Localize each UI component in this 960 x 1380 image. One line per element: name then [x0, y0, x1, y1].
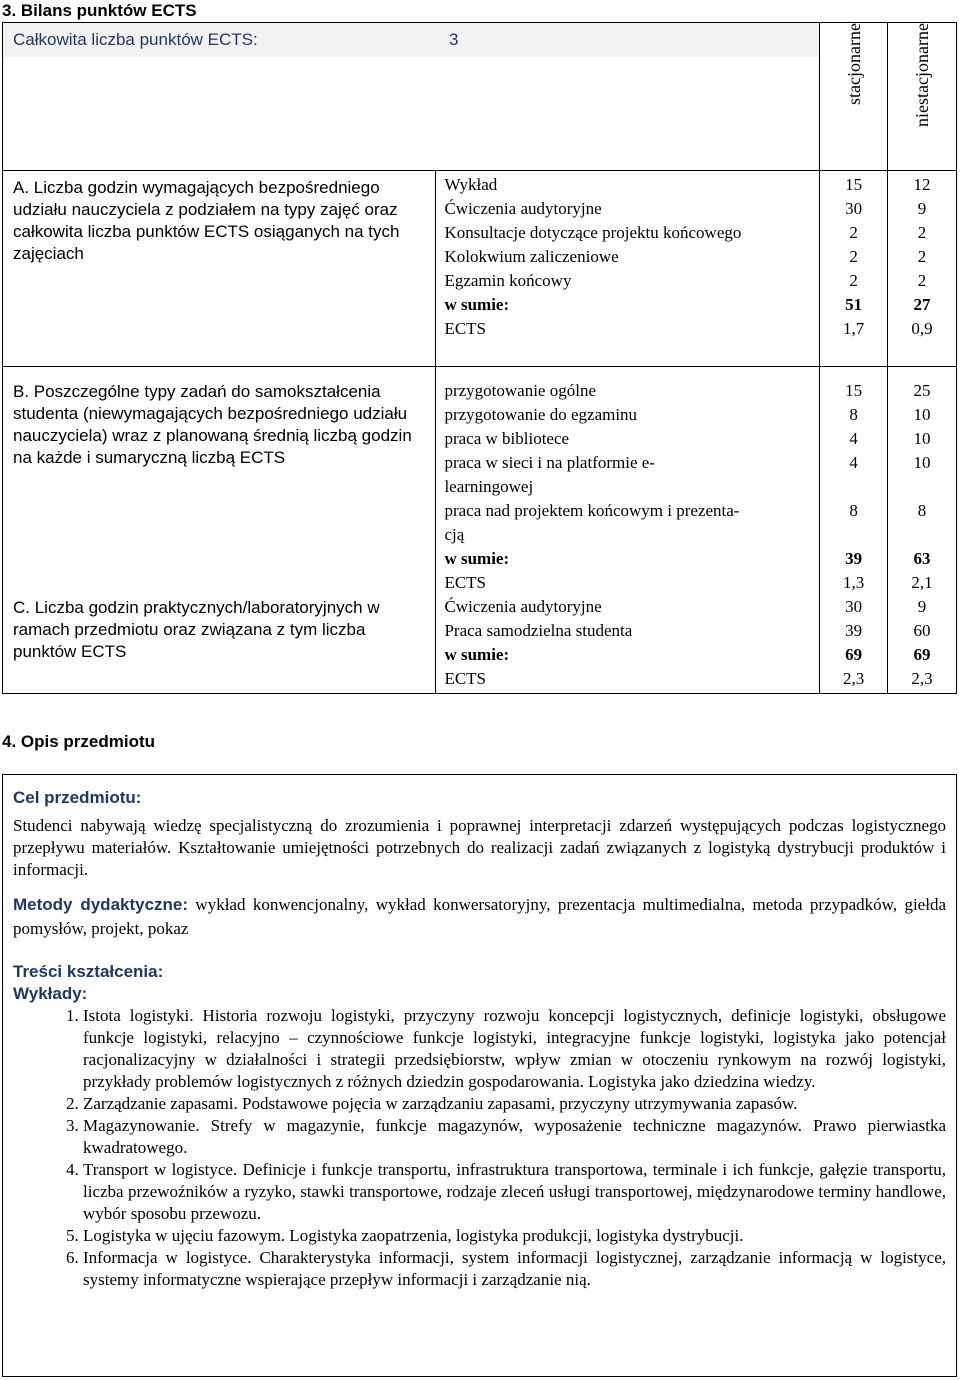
- row-item-label: praca nad projektem końcowym i prezenta-: [444, 501, 740, 520]
- lecture-item: 5. Logistyka w ujęciu fazowym. Logistyka zaopatrzenia, logistyka produkcji, logistyka dystrybucji.: [83, 1225, 946, 1247]
- row-item-label: przygotowanie ogólne: [444, 381, 596, 400]
- row-value-stacjonarne: 15: [845, 381, 863, 400]
- tresci-heading: Treści kształcenia:: [13, 962, 164, 981]
- course-description-box: [2, 774, 957, 1377]
- row-value-niestacjonarne: 10: [913, 405, 931, 424]
- row-value-niestacjonarne: 27: [913, 295, 931, 314]
- row-value-niestacjonarne: 69: [913, 645, 931, 664]
- row-item-label: w sumie:: [444, 645, 510, 664]
- metody-heading: Metody dydaktyczne:: [13, 895, 189, 914]
- row-value-niestacjonarne: 2: [917, 223, 927, 242]
- row-item-label: cją: [444, 525, 465, 544]
- row-value-stacjonarne: 1,3: [843, 573, 865, 592]
- row-value-stacjonarne: [820, 523, 887, 547]
- row-item-label: przygotowanie do egzaminu: [444, 405, 638, 424]
- header-stacjonarne: stacjonarne: [843, 23, 864, 105]
- row-item-label: Praca samodzielna studenta: [444, 621, 633, 640]
- metody-text: wykład konwencjonalny, wykład konwersatoryjny, prezentacja multimedialna, metoda przypadków, giełda pomysłów, projekt, pokaz: [13, 895, 946, 938]
- row-value-stacjonarne: 30: [845, 199, 863, 218]
- row-value-stacjonarne: 30: [845, 597, 863, 616]
- row-value-stacjonarne: 15: [845, 175, 863, 194]
- block-b-label: B. Poszczególne typy zadań do samokształcenia studenta (niewymagających bezpośredniego udziału nauczyciela) wraz z planowaną średnią liczbą godzin na każde i sumaryczną liczbą ECTS: [13, 382, 412, 467]
- row-value-stacjonarne: 39: [845, 549, 863, 568]
- total-ects-label: Całkowita liczba punktów ECTS:: [13, 30, 258, 49]
- row-value-stacjonarne: 8: [849, 405, 858, 424]
- row-value-stacjonarne: 4: [849, 453, 858, 472]
- wyklady-heading: Wykłady:: [13, 984, 88, 1003]
- section-4-title: 4. Opis przedmiotu: [2, 732, 156, 751]
- row-value-stacjonarne: 51: [845, 295, 863, 314]
- block-a-label: A. Liczba godzin wymagających bezpośredniego udziału nauczyciela z podziałem na typy zajęć oraz całkowita liczba punktów ECTS osiąganych na tych zajęciach: [13, 178, 400, 263]
- row-value-stacjonarne: 2: [849, 247, 858, 266]
- block-a-stacjonarne: [820, 171, 888, 367]
- row-value-niestacjonarne: [888, 475, 956, 499]
- row-value-stacjonarne: 8: [849, 501, 858, 520]
- cel-text: Studenci nabywają wiedzę specjalistyczną do zrozumienia i poprawnej interpretacji zdarzeń występujących podczas logistycznego przepływu materiałów. Kształtowanie umiejętności potrzebnych do realizacji zadań związanych z logistyką dystrybucji produktów i informacji.: [13, 816, 946, 879]
- row-item-label: praca w sieci i na platformie e-: [444, 453, 655, 472]
- row-item-label: learningowej: [444, 477, 534, 496]
- total-ects-row: [3, 23, 819, 57]
- row-value-niestacjonarne: 2,1: [911, 573, 933, 592]
- section-3-title: 3. Bilans punktów ECTS: [2, 1, 197, 20]
- ects-table: [2, 22, 957, 694]
- block-bc-stacjonarne: [820, 367, 888, 694]
- row-value-stacjonarne: [820, 475, 887, 499]
- metody-paragraph: [13, 893, 946, 941]
- header-niestacjonarne: niestacjonarne: [912, 23, 933, 127]
- row-item-label: praca w bibliotece: [444, 429, 570, 448]
- row-item-label: w sumie:: [444, 295, 510, 314]
- block-bc-items: [436, 367, 820, 694]
- row-value-niestacjonarne: 63: [913, 549, 931, 568]
- row-value-niestacjonarne: 60: [913, 621, 931, 640]
- row-item-label: ECTS: [444, 573, 487, 592]
- row-item-label: ECTS: [444, 669, 487, 688]
- row-item-label: Ćwiczenia audytoryjne: [444, 597, 602, 616]
- row-item-label: Wykład: [444, 175, 498, 194]
- lecture-item: 3. Magazynowanie. Strefy w magazynie, funkcje magazynów, wyposażenie techniczne magazynów. Prawo pierwiastka kwadratowego.: [83, 1115, 946, 1159]
- row-value-niestacjonarne: 9: [917, 597, 927, 616]
- row-value-niestacjonarne: 2,3: [911, 669, 933, 688]
- row-value-stacjonarne: 39: [845, 621, 863, 640]
- row-value-niestacjonarne: 25: [913, 381, 931, 400]
- row-value-niestacjonarne: 12: [913, 175, 931, 194]
- row-item-label: w sumie:: [444, 549, 510, 568]
- lecture-list: [13, 1005, 946, 1291]
- row-value-niestacjonarne: 2: [917, 247, 927, 266]
- row-value-stacjonarne: 2,3: [843, 669, 865, 688]
- row-value-niestacjonarne: 8: [917, 501, 927, 520]
- lecture-item: 1. Istota logistyki. Historia rozwoju logistyki, przyczyny rozwoju koncepcji logistycznych, definicje logistyki, obsługowe funkcje logistyki, relacyjno – czynnościowe funkcje logistyki, integracyjne funkcje logistyki, logistyka jako potencjał racjonalizacyjny w działalności i strategii przedsiębiorstw, wpływ zmian w otoczeniu rynkowym na rozwój logistyki, przykłady problemów logistycznych z różnych dziedzin gospodarowania. Logistyka jako dziedzina wiedzy.: [83, 1005, 946, 1093]
- row-item-label: Egzamin końcowy: [444, 271, 572, 290]
- row-value-niestacjonarne: 10: [913, 429, 931, 448]
- block-c-label: C. Liczba godzin praktycznych/laboratoryjnych w ramach przedmiotu oraz związana z tym liczba punktów ECTS: [13, 598, 380, 661]
- row-value-niestacjonarne: 9: [917, 199, 927, 218]
- block-a-niestacjonarne: [888, 171, 957, 367]
- row-value-stacjonarne: 2: [849, 271, 858, 290]
- row-value-niestacjonarne: 0,9: [911, 319, 933, 338]
- row-item-label: Konsultacje dotyczące projektu końcowego: [444, 223, 742, 242]
- row-value-niestacjonarne: [888, 523, 956, 547]
- row-value-stacjonarne: 2: [849, 223, 858, 242]
- block-a-items: [436, 171, 820, 367]
- row-value-stacjonarne: 69: [845, 645, 863, 664]
- total-ects-value: 3: [449, 30, 459, 49]
- lecture-item: 2. Zarządzanie zapasami. Podstawowe pojęcia w zarządzaniu zapasami, przyczyny utrzymywania zapasów.: [83, 1093, 946, 1115]
- cel-heading: Cel przedmiotu:: [13, 788, 142, 807]
- row-value-stacjonarne: 4: [849, 429, 858, 448]
- block-bc-niestacjonarne: [888, 367, 957, 694]
- row-item-label: Kolokwium zaliczeniowe: [444, 247, 619, 266]
- row-item-label: Ćwiczenia audytoryjne: [444, 199, 602, 218]
- lecture-item: 6. Informacja w logistyce. Charakterystyka informacji, system informacji logistycznej, zarządzanie informacją w logistyce, systemy informatyczne wspierające przepływ informacji i zarządzanie nią.: [83, 1247, 946, 1291]
- row-value-stacjonarne: 1,7: [843, 319, 865, 338]
- lecture-item: 4. Transport w logistyce. Definicje i funkcje transportu, infrastruktura transportowa, terminale i ich funkcje, gałęzie transportu, liczba przewoźników a ryzyko, stawki transportowe, rodzaje zleceń usługi transportowej, międzynarodowe terminy handlowe, wybór sposobu przewozu.: [83, 1159, 946, 1225]
- row-item-label: ECTS: [444, 319, 487, 338]
- row-value-niestacjonarne: 2: [917, 271, 927, 290]
- row-value-niestacjonarne: 10: [913, 453, 931, 472]
